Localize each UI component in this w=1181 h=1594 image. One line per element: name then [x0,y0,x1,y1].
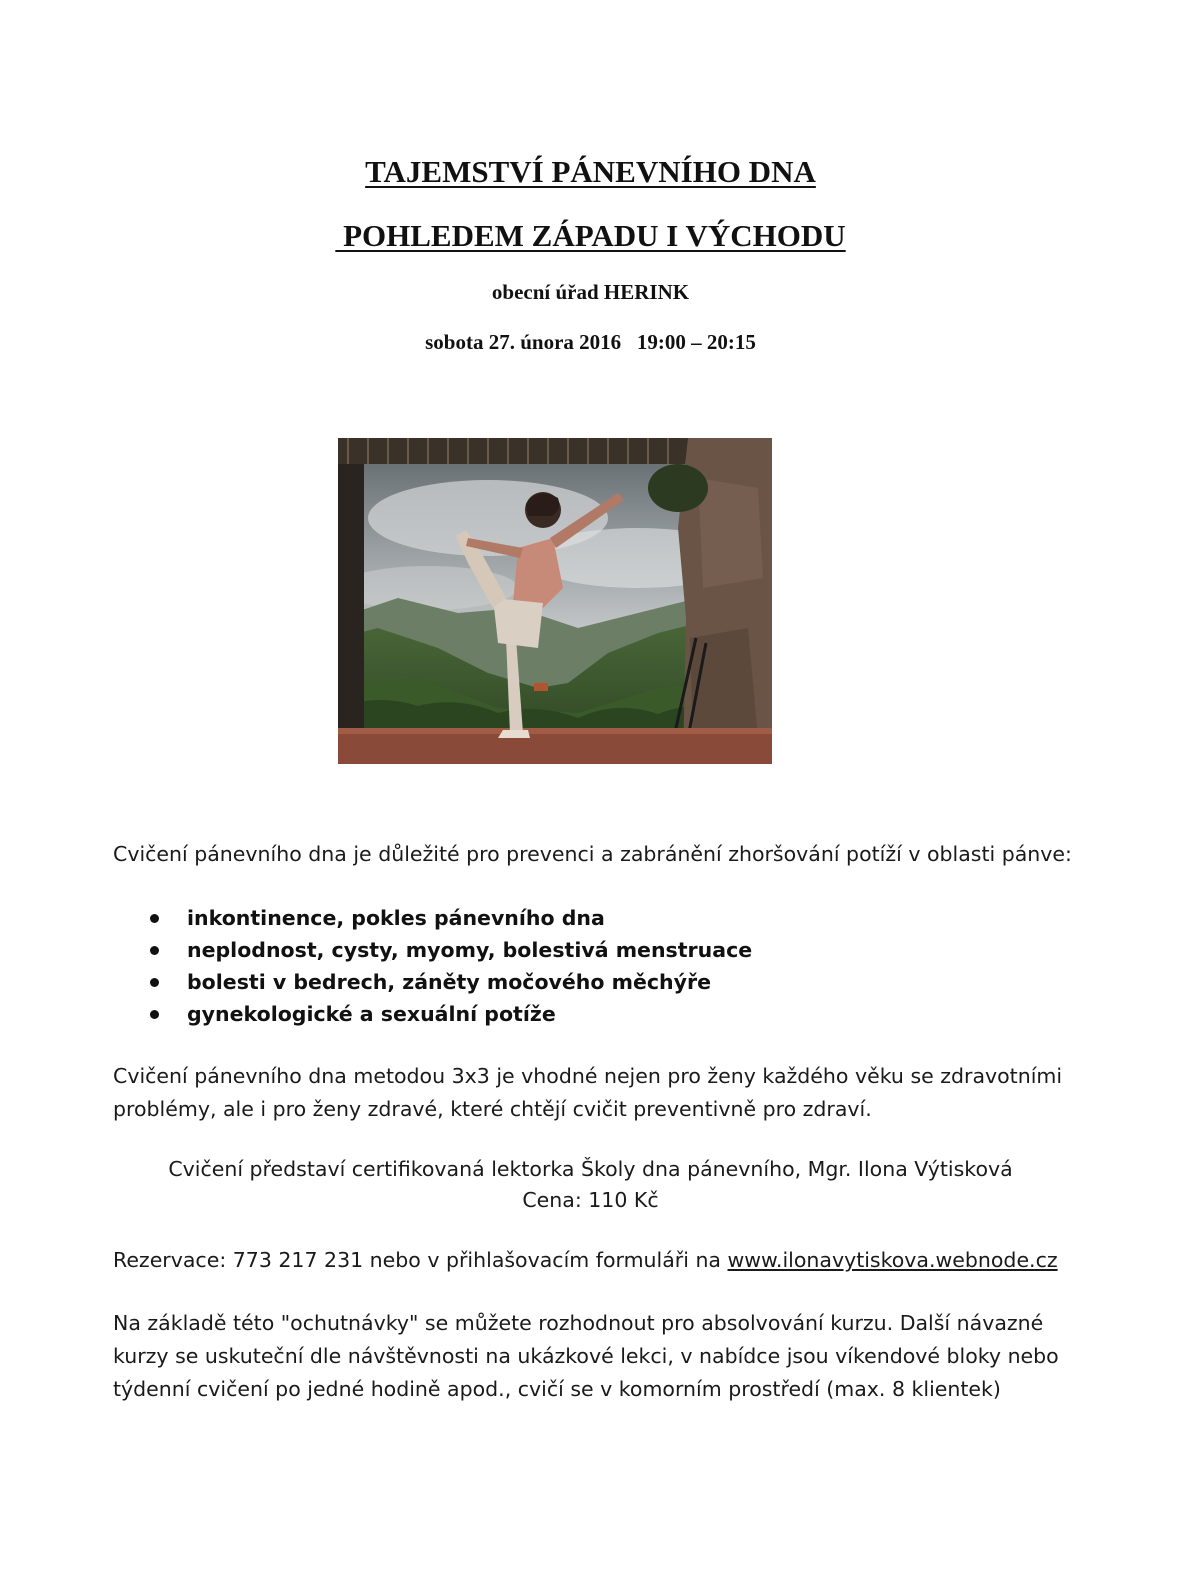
list-item: neplodnost, cysty, myomy, bolestivá menstruace [113,934,752,966]
list-item: bolesti v bedrech, záněty močového měchýře [113,966,752,998]
title-line-2: POHLEDEM ZÁPADU I VÝCHODU [335,218,846,253]
venue: obecní úřad HERINK [491,280,690,304]
event-datetime: sobota 27. února 2016 19:00 – 20:15 [425,330,756,354]
yoga-photo [338,438,772,764]
price-text: Cena: 110 Kč [522,1188,659,1212]
list-item: inkontinence, pokles pánevního dna [113,902,752,934]
lecturer-text: Cvičení představí certifikovaná lektorka Školy dna pánevního, Mgr. Ilona Výtisková [168,1157,1013,1181]
reservation-prefix: Rezervace: 773 217 231 nebo v přihlašovacím formuláři na [113,1248,728,1272]
closing-text: Na základě této "ochutnávky" se můžete rozhodnout pro absolvování kurzu. Další návazné kurzy se uskuteční dle návštěvnosti na ukázkové lekci, v nabídce jsou víkendové bloky nebo týdenní cvičení po jedné hodině apod., cvičí se v komorním prostředí (max. 8 klientek) [113,1311,1059,1401]
reservation-text [113,1244,1083,1277]
intro-text: Cvičení pánevního dna je důležité pro prevenci a zabránění zhoršování potíží v oblasti pánve: [113,842,1072,866]
bullet-icon [150,914,159,923]
conditions-list [113,902,752,1030]
bullet-icon [150,978,159,987]
method-text: Cvičení pánevního dna metodou 3x3 je vhodné nejen pro ženy každého věku se zdravotními problémy, ale i pro ženy zdravé, které chtějí cvičit preventivně pro zdraví. [113,1064,1063,1121]
photo-yoga-pose-icon [338,438,772,764]
title-line-1: TAJEMSTVÍ PÁNEVNÍHO DNA [365,154,816,189]
bullet-icon [150,946,159,955]
list-item: gynekologické a sexuální potíže [113,998,752,1030]
website-link[interactable]: www.ilonavytiskova.webnode.cz [727,1248,1058,1272]
bullet-icon [150,1010,159,1019]
